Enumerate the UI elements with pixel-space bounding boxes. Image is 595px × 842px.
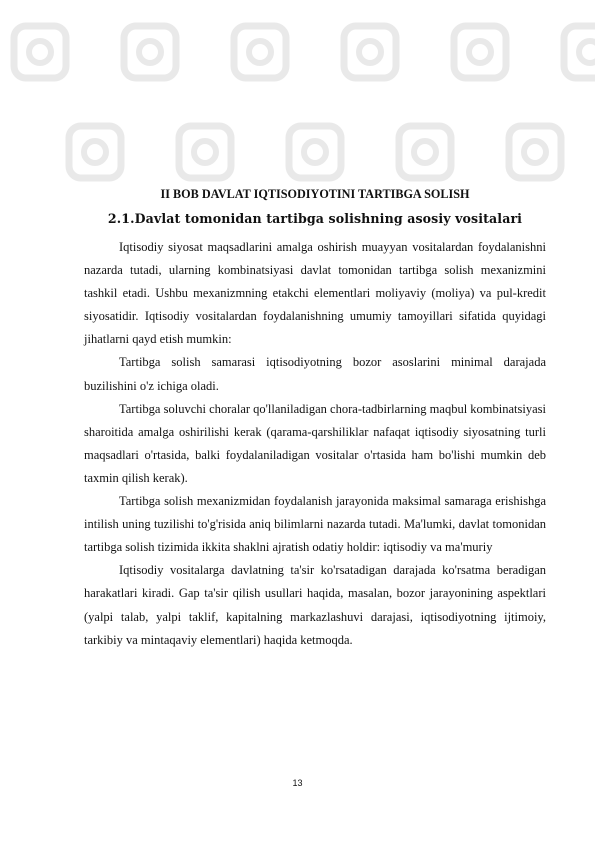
chapter-title: II BOB DAVLAT IQTISODIYOTINI TARTIBGA SOLISH [160, 187, 470, 201]
section-title: 2.1.Davlat tomonidan tartibga solishning asosiy vositalari [107, 211, 523, 226]
page-number: 13 [292, 778, 303, 788]
paragraph: Tartibga soluvchi choralar qo'llaniladigan chora-tadbirlarning maqbul kombinatsiyasi sharoitida amalga oshirilishi kerak (qarama-qarshiliklar nafaqat iqtisodiy siyosatning turli maqsadlari o'rtasida, balki foydalaniladigan vositalar o'rtasida ham bo'lishi mumkin deb taxmin qilish kerak). [84, 401, 546, 485]
paragraph: Tartibga solish samarasi iqtisodiyotning bozor asoslarini minimal darajada buzilishini o'z ichiga oladi. [84, 355, 546, 393]
paragraph: Tartibga solish mexanizmidan foydalanish jarayonida maksimal samaraga erishishga intilish uning tuzilishi to'g'risida aniq bilimlarni nazarda tutadi. Ma'lumki, davlat tomonidan tartibga solish tizimida ikkita shaklni ajratish odatiy holdir: iqtisodiy va ma'muriy [84, 494, 546, 555]
body-text [84, 236, 546, 652]
paragraph: Iqtisodiy siyosat maqsadlarini amalga oshirish muayyan vositalardan foydalanishni nazarda tutadi, ularning kombinatsiyasi davlat tomonidan tartibga solish mexanizmini tashkil etadi. Ushbu mexanizmning etakchi elementlari moliyaviy (moliya) va pul-kredit siyosatidir. Iqtisodiy vositalardan foydalanishning umumiy tamoyillari sifatida quyidagi jihatlarni qayd etish mumkin: [84, 240, 546, 347]
paragraph: Iqtisodiy vositalarga davlatning ta'sir ko'rsatadigan darajada ko'rsatma beradigan harakatlari kiradi. Gap ta'sir qilish usullari haqida, masalan, bozor jarayonining aspektlari (yalpi talab, yalpi taklif, kapitalning markazlashuvi darajasi, iqtisodiyotning ijtimoiy, tarkibiy va mintaqaviy elementlari) haqida ketmoqda. [84, 563, 546, 647]
